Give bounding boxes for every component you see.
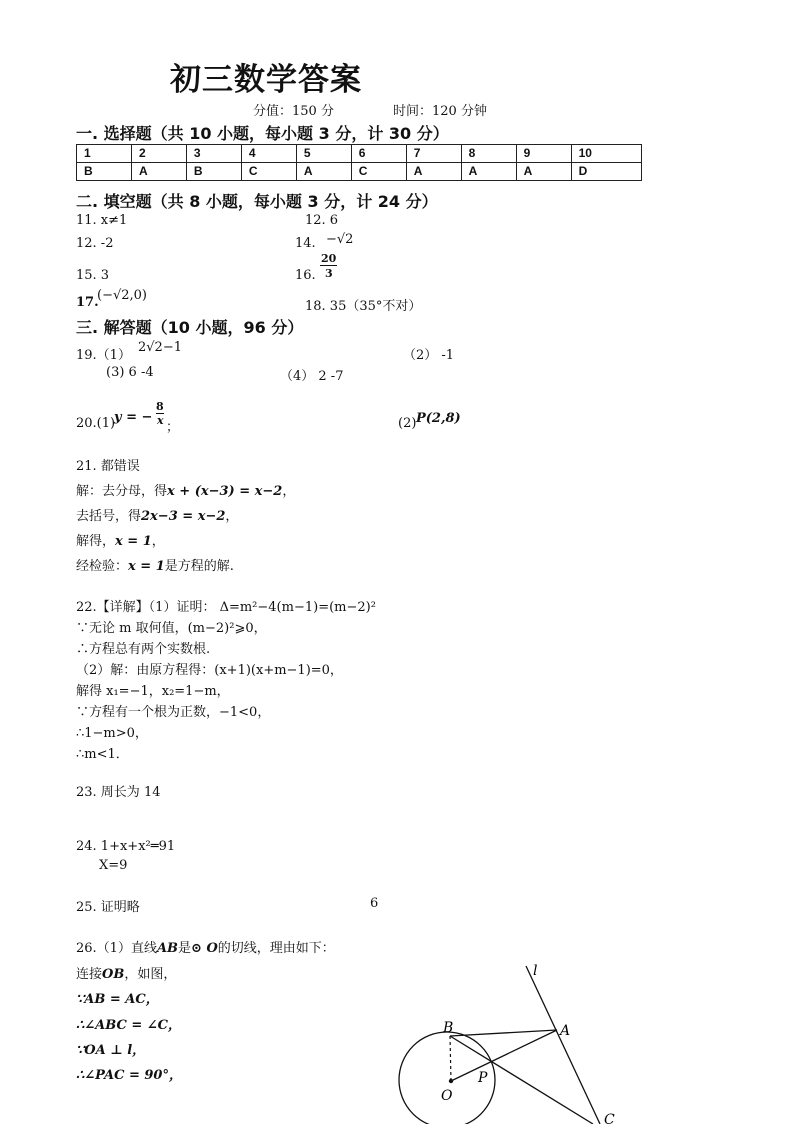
answer-20-2-label: (2) bbox=[398, 416, 417, 431]
equation: x + (x−3) = x−2 bbox=[167, 484, 283, 499]
label-l: l bbox=[533, 963, 538, 979]
segment-oa bbox=[451, 1030, 557, 1081]
text: 经检验： bbox=[76, 559, 129, 574]
table-cell: 7 bbox=[406, 145, 461, 163]
segment-ab bbox=[450, 1030, 557, 1036]
answer-26-line4: ∴∠ABC = ∠C， bbox=[76, 1018, 182, 1033]
answer-23: 23. 周长为 14 bbox=[76, 785, 161, 800]
label-b: B bbox=[443, 1020, 454, 1036]
answer-18: 18. 35（35°不对） bbox=[305, 299, 422, 314]
page-title: 初三数学答案 bbox=[170, 62, 362, 98]
text: 26.（1）直线 bbox=[76, 941, 157, 956]
table-cell: 8 bbox=[461, 145, 516, 163]
geometry-figure bbox=[395, 958, 635, 1124]
table-row-answers bbox=[77, 163, 642, 181]
table-cell: D bbox=[571, 163, 641, 181]
line-l bbox=[526, 966, 600, 1124]
text: 的切线，理由如下： bbox=[217, 941, 335, 956]
section1-heading: 一. 选择题（共 10 小题，每小题 3 分，计 30 分） bbox=[76, 124, 449, 143]
text: 解得， bbox=[76, 534, 116, 549]
answer-21: 21. 都错误 bbox=[76, 459, 140, 474]
answer-12b: 12. -2 bbox=[76, 236, 114, 251]
answer-26-line3: ∵AB = AC， bbox=[76, 992, 159, 1007]
text: 是方程的解. bbox=[164, 559, 234, 574]
text: 连接 bbox=[76, 967, 103, 982]
label-c: C bbox=[604, 1112, 615, 1124]
answer-15: 15. 3 bbox=[76, 268, 110, 283]
text: 是 bbox=[178, 941, 192, 956]
math: OB bbox=[102, 967, 125, 982]
table-row-numbers bbox=[77, 145, 642, 163]
table-cell: 2 bbox=[131, 145, 186, 163]
answer-12: 12. 6 bbox=[305, 213, 339, 228]
answer-22-line1: 22.【详解】（1）证明： Δ=m²−4(m−1)=(m−2)² bbox=[76, 600, 376, 615]
answer-14-label: 14. bbox=[295, 236, 316, 251]
answer-25-value: 6 bbox=[370, 896, 379, 911]
text: ， bbox=[151, 534, 165, 549]
answer-20-2-value: P(2,8) bbox=[416, 411, 461, 426]
answer-21-line4 bbox=[76, 555, 234, 574]
answer-21-line1 bbox=[76, 480, 295, 499]
section3-heading: 三. 解答题（10 小题，96 分） bbox=[76, 318, 304, 337]
answer-17-label: 17. bbox=[76, 295, 99, 310]
answer-25: 25. 证明略 bbox=[76, 900, 140, 915]
section2-heading: 二. 填空题（共 8 小题，每小题 3 分，计 24 分） bbox=[76, 192, 438, 211]
answer-26-line1 bbox=[76, 937, 335, 956]
equation: x = 1 bbox=[115, 534, 152, 549]
equation: 2x−3 = x−2 bbox=[141, 509, 226, 524]
table-cell: 4 bbox=[241, 145, 296, 163]
time-info: 时间：120 分钟 bbox=[393, 104, 487, 119]
table-cell: B bbox=[77, 163, 132, 181]
answer-22-line2: ∵无论 m 取何值，(m−2)²⩾0， bbox=[76, 621, 267, 636]
table-cell: A bbox=[516, 163, 571, 181]
point-o bbox=[449, 1079, 453, 1083]
answer-17-value: (−√2,0) bbox=[97, 288, 147, 303]
answer-20-1-lhs: y = − bbox=[114, 410, 153, 425]
table-cell: 9 bbox=[516, 145, 571, 163]
equation: x = 1 bbox=[128, 559, 165, 574]
answer-22-line8: ∴m<1． bbox=[76, 747, 129, 762]
choice-answer-table bbox=[76, 144, 642, 181]
segment-ob-dashed bbox=[450, 1036, 451, 1081]
text: ， bbox=[282, 484, 296, 499]
answer-16-label: 16. bbox=[295, 268, 316, 283]
answer-24-line1: 24. 1+x+x²═91 bbox=[76, 839, 176, 854]
answer-26-line2 bbox=[76, 963, 176, 982]
answer-22-line3: ∴方程总有两个实数根. bbox=[76, 642, 211, 657]
text: ，如图， bbox=[124, 967, 177, 982]
table-cell: A bbox=[296, 163, 351, 181]
answer-22-line5: 解得 x₁=−1，x₂=1−m， bbox=[76, 684, 230, 699]
answer-16-numerator: 20 bbox=[321, 252, 337, 265]
answer-26-line5: ∵OA ⊥ l， bbox=[76, 1043, 146, 1058]
answer-22-line4: （2）解：由原方程得：(x+1)(x+m−1)=0， bbox=[76, 663, 343, 678]
segment-bc bbox=[450, 1036, 593, 1124]
answer-20-1-label: 20.(1) bbox=[76, 416, 116, 431]
answer-11: 11. x≠1 bbox=[76, 213, 128, 228]
answer-16-denominator: 3 bbox=[325, 267, 333, 280]
table-cell: B bbox=[186, 163, 241, 181]
answer-21-line2 bbox=[76, 505, 238, 524]
table-cell: A bbox=[406, 163, 461, 181]
answer-19-1-value: 2√2−1 bbox=[138, 340, 182, 355]
score-info: 分值：150 分 bbox=[253, 104, 334, 119]
math: AB bbox=[156, 941, 179, 956]
answer-19-2: （2） -1 bbox=[403, 348, 455, 363]
math: ⊙ O bbox=[191, 941, 218, 956]
text: ， bbox=[225, 509, 239, 524]
answer-20-1-semicolon: ； bbox=[166, 420, 180, 435]
answer-22-line6: ∵方程有一个根为正数，−1<0， bbox=[76, 705, 271, 720]
answer-20-1-numerator: 8 bbox=[156, 400, 164, 413]
table-cell: C bbox=[351, 163, 406, 181]
answer-20-1-denominator: x bbox=[157, 414, 164, 427]
label-o: O bbox=[441, 1088, 453, 1104]
answer-14-value: −√2 bbox=[326, 232, 354, 247]
text: 去括号，得 bbox=[76, 509, 142, 524]
table-cell: A bbox=[461, 163, 516, 181]
table-cell: A bbox=[131, 163, 186, 181]
table-cell: 6 bbox=[351, 145, 406, 163]
answer-19-3: (3) 6 -4 bbox=[106, 365, 154, 380]
answer-19-1-label: 19.（1） bbox=[76, 348, 131, 363]
answer-24-line2: X=9 bbox=[99, 858, 128, 873]
table-cell: 10 bbox=[571, 145, 641, 163]
label-a: A bbox=[560, 1023, 571, 1039]
label-p: P bbox=[478, 1070, 488, 1086]
table-cell: 3 bbox=[186, 145, 241, 163]
table-cell: C bbox=[241, 163, 296, 181]
answer-19-4: （4） 2 -7 bbox=[280, 369, 344, 384]
table-cell: 1 bbox=[77, 145, 132, 163]
answer-21-line3 bbox=[76, 530, 165, 549]
text: 解：去分母，得 bbox=[76, 484, 168, 499]
answer-22-line7: ∴1−m>0， bbox=[76, 726, 148, 741]
table-cell: 5 bbox=[296, 145, 351, 163]
answer-26-line6: ∴∠PAC = 90°， bbox=[76, 1068, 182, 1083]
